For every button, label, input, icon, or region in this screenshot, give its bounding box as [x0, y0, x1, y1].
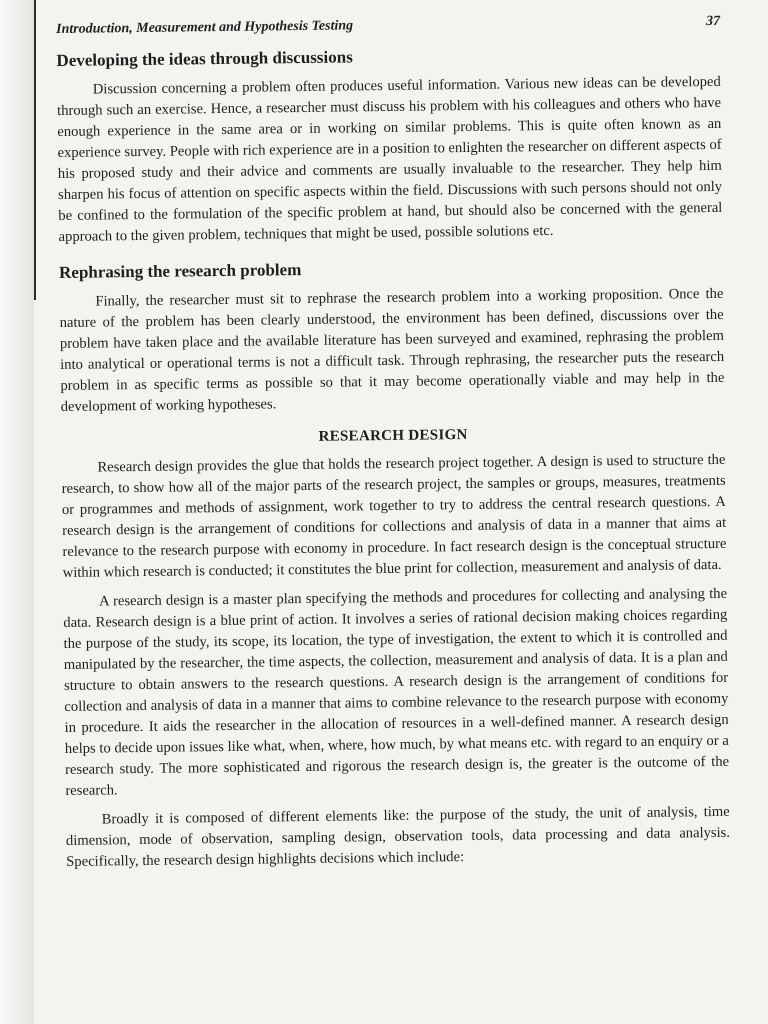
heading-research-design: RESEARCH DESIGN: [318, 427, 468, 445]
running-header: [56, 14, 720, 44]
paragraph-rephrasing: Finally, the researcher must sit to rephrase the research problem into a working proposition. Once the nature of the problem has been clearly understood, the environment has been defined, discussions over the problem have taken place and the available literature has been surveyed and examined, rephrasing the problem into analytical or operational terms is not a difficult task. Through rephrasing, the researcher puts the research problem in as specific terms as possible so that it may become operationally viable and may help in the development of working hypotheses.: [59, 285, 725, 415]
paragraph-discussions: Discussion concerning a problem often produces useful information. Various new ideas can be developed through such an exercise. Hence, a researcher must discuss his problem with his colleagues and others who have enough experience in the same area or in working on similar problems. This is quite often known as an experience survey. People with rich experience are in a position to enlighten the researcher on different aspects of his proposed study and their advice and comments are usually invaluable to the researcher. They help him sharpen his focus of attention on specific aspects within the field. Discussions with such persons should not only be confined to the formulation of the specific problem at hand, but should also be concerned with the general approach to the given problem, techniques that might be used, possible solutions etc.: [56, 73, 723, 245]
paragraph-research-design-1: Research design provides the glue that holds the research project together. A design is used to structure the research, to show how all of the major parts of the research project, the samples or groups, measures, treatments or programmes and methods of assignment, work together to try to address the central research questions. A research design is the arrangement of conditions for collections and analysis of data in a manner that aims at relevance to the research purpose with economy in procedure. In fact research design is the conceptual structure within which research is conducted; it constitutes the blue print for collection, measurement and analysis of data.: [61, 451, 727, 581]
heading-discussions: Developing the ideas through discussions: [56, 47, 353, 70]
paragraph-research-design-2: A research design is a master plan specifying the methods and procedures for collecting and analysing the data. Research design is a blue print of action. It involves a series of rational decision making choices regarding the purpose of the study, its scope, its location, the type of investigation, the extent to which it is controlled and manipulated by the researcher, the time aspects, the collection, measurement and analysis of data. It is a plan and structure to obtain answers to the research questions. A research design is the arrangement of conditions for collection and analysis of data in a manner that aims to combine relevance to the research purpose with economy in procedure. It aids the researcher in the allocation of resources in a well-defined manner. A research design helps to decide upon issues like what, when, where, how much, by what means etc. with regard to an enquiry or a research study. The more sophisticated and rigorous the research design is, the greater is the outcome of the research.: [63, 585, 730, 799]
book-gutter: [0, 0, 34, 1024]
page-number: 37: [705, 13, 721, 30]
heading-rephrasing: Rephrasing the research problem: [58, 260, 302, 282]
paragraph-research-design-3: Broadly it is composed of different elements like: the purpose of the study, the unit of analysis, time dimension, mode of observation, sampling design, observation tools, data processing and data analysis. Specifically, the research design highlights decisions which include:: [65, 803, 731, 870]
page-content: [56, 14, 730, 873]
running-header-title: Introduction, Measurement and Hypothesis Testing: [56, 18, 354, 37]
gutter-shadow-line: [34, 0, 36, 300]
